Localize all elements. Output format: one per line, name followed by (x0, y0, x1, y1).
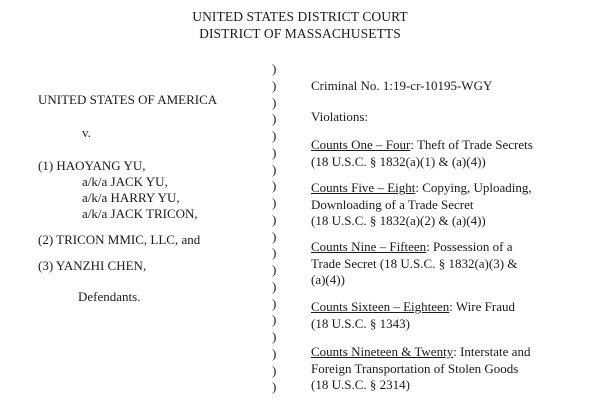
count-heading: Counts Sixteen – Eighteen (311, 299, 450, 314)
count-block (311, 299, 515, 332)
caption-paren: ) (272, 161, 277, 177)
violations-label: Violations: (311, 109, 368, 124)
defendant-3-name: (3) YANZHI CHEN, (38, 258, 147, 273)
count-block (311, 137, 533, 170)
caption-paren: ) (272, 362, 277, 378)
count-block (311, 239, 517, 289)
caption-paren: ) (272, 195, 277, 210)
caption-paren: ) (272, 345, 277, 361)
count-block (311, 180, 532, 230)
caption-paren: ) (272, 228, 277, 244)
count-heading: Counts Nineteen & Twenty (311, 344, 454, 359)
count-description: Trade Secret (18 U.S.C. § 1832(a)(3) & (311, 255, 518, 271)
caption-paren: ) (272, 61, 277, 76)
count-heading: Counts Nine – Fifteen (311, 239, 427, 254)
caption-paren-column (272, 61, 282, 396)
case-number: Criminal No. 1:19-cr-10195-WGY (311, 78, 493, 93)
count-statute: (18 U.S.C. § 2314) (311, 377, 410, 392)
versus-label: v. (82, 125, 91, 140)
count-description: : Wire Fraud (449, 299, 515, 314)
count-statute: (18 U.S.C. § 1832(a)(1) & (a)(4)) (311, 153, 486, 169)
caption-paren: ) (272, 211, 277, 227)
count-description: Foreign Transportation of Stolen Goods (311, 360, 519, 376)
caption-paren: ) (272, 262, 277, 277)
defendant-2-name: (2) TRICON MMIC, LLC, and (38, 232, 201, 247)
defendant-1-alias: a/k/a JACK YU, (82, 174, 168, 189)
caption-paren: ) (272, 144, 277, 160)
plaintiff-name: UNITED STATES OF AMERICA (38, 92, 218, 107)
court-header (0, 8, 600, 42)
caption-paren: ) (272, 128, 277, 143)
defendants-label: Defendants. (78, 289, 141, 304)
court-name: UNITED STATES DISTRICT COURT (192, 9, 408, 24)
count-block (311, 344, 530, 394)
count-description: : Possession of a (426, 239, 513, 254)
count-description: Downloading of a Trade Secret (311, 196, 474, 212)
count-heading: Counts Five – Eight (311, 180, 416, 195)
caption-paren: ) (272, 379, 277, 395)
count-description: : Copying, Uploading, (415, 180, 532, 195)
caption-paren: ) (272, 278, 277, 294)
caption-paren: ) (272, 245, 277, 261)
defendant-1-name: (1) HAOYANG YU, (38, 158, 146, 173)
defendant-1-alias: a/k/a HARRY YU, (82, 190, 180, 205)
caption-paren: ) (272, 329, 277, 344)
caption-paren: ) (272, 295, 277, 311)
caption-paren: ) (272, 178, 277, 194)
district-name: DISTRICT OF MASSACHUSETTS (199, 26, 401, 41)
caption-paren: ) (272, 312, 277, 328)
defendant-1-alias: a/k/a JACK TRICON, (82, 206, 198, 221)
count-statute: (18 U.S.C. § 1832(a)(2) & (a)(4)) (311, 213, 486, 228)
count-description: : Theft of Trade Secrets (410, 137, 533, 152)
caption-paren: ) (272, 111, 277, 127)
count-description: : Interstate and (453, 344, 531, 359)
count-heading: Counts One – Four (311, 137, 411, 152)
caption-paren: ) (272, 94, 277, 110)
caption-paren: ) (272, 77, 277, 93)
count-statute: (a)(4)) (311, 272, 345, 287)
count-statute: (18 U.S.C. § 1343) (311, 315, 410, 331)
